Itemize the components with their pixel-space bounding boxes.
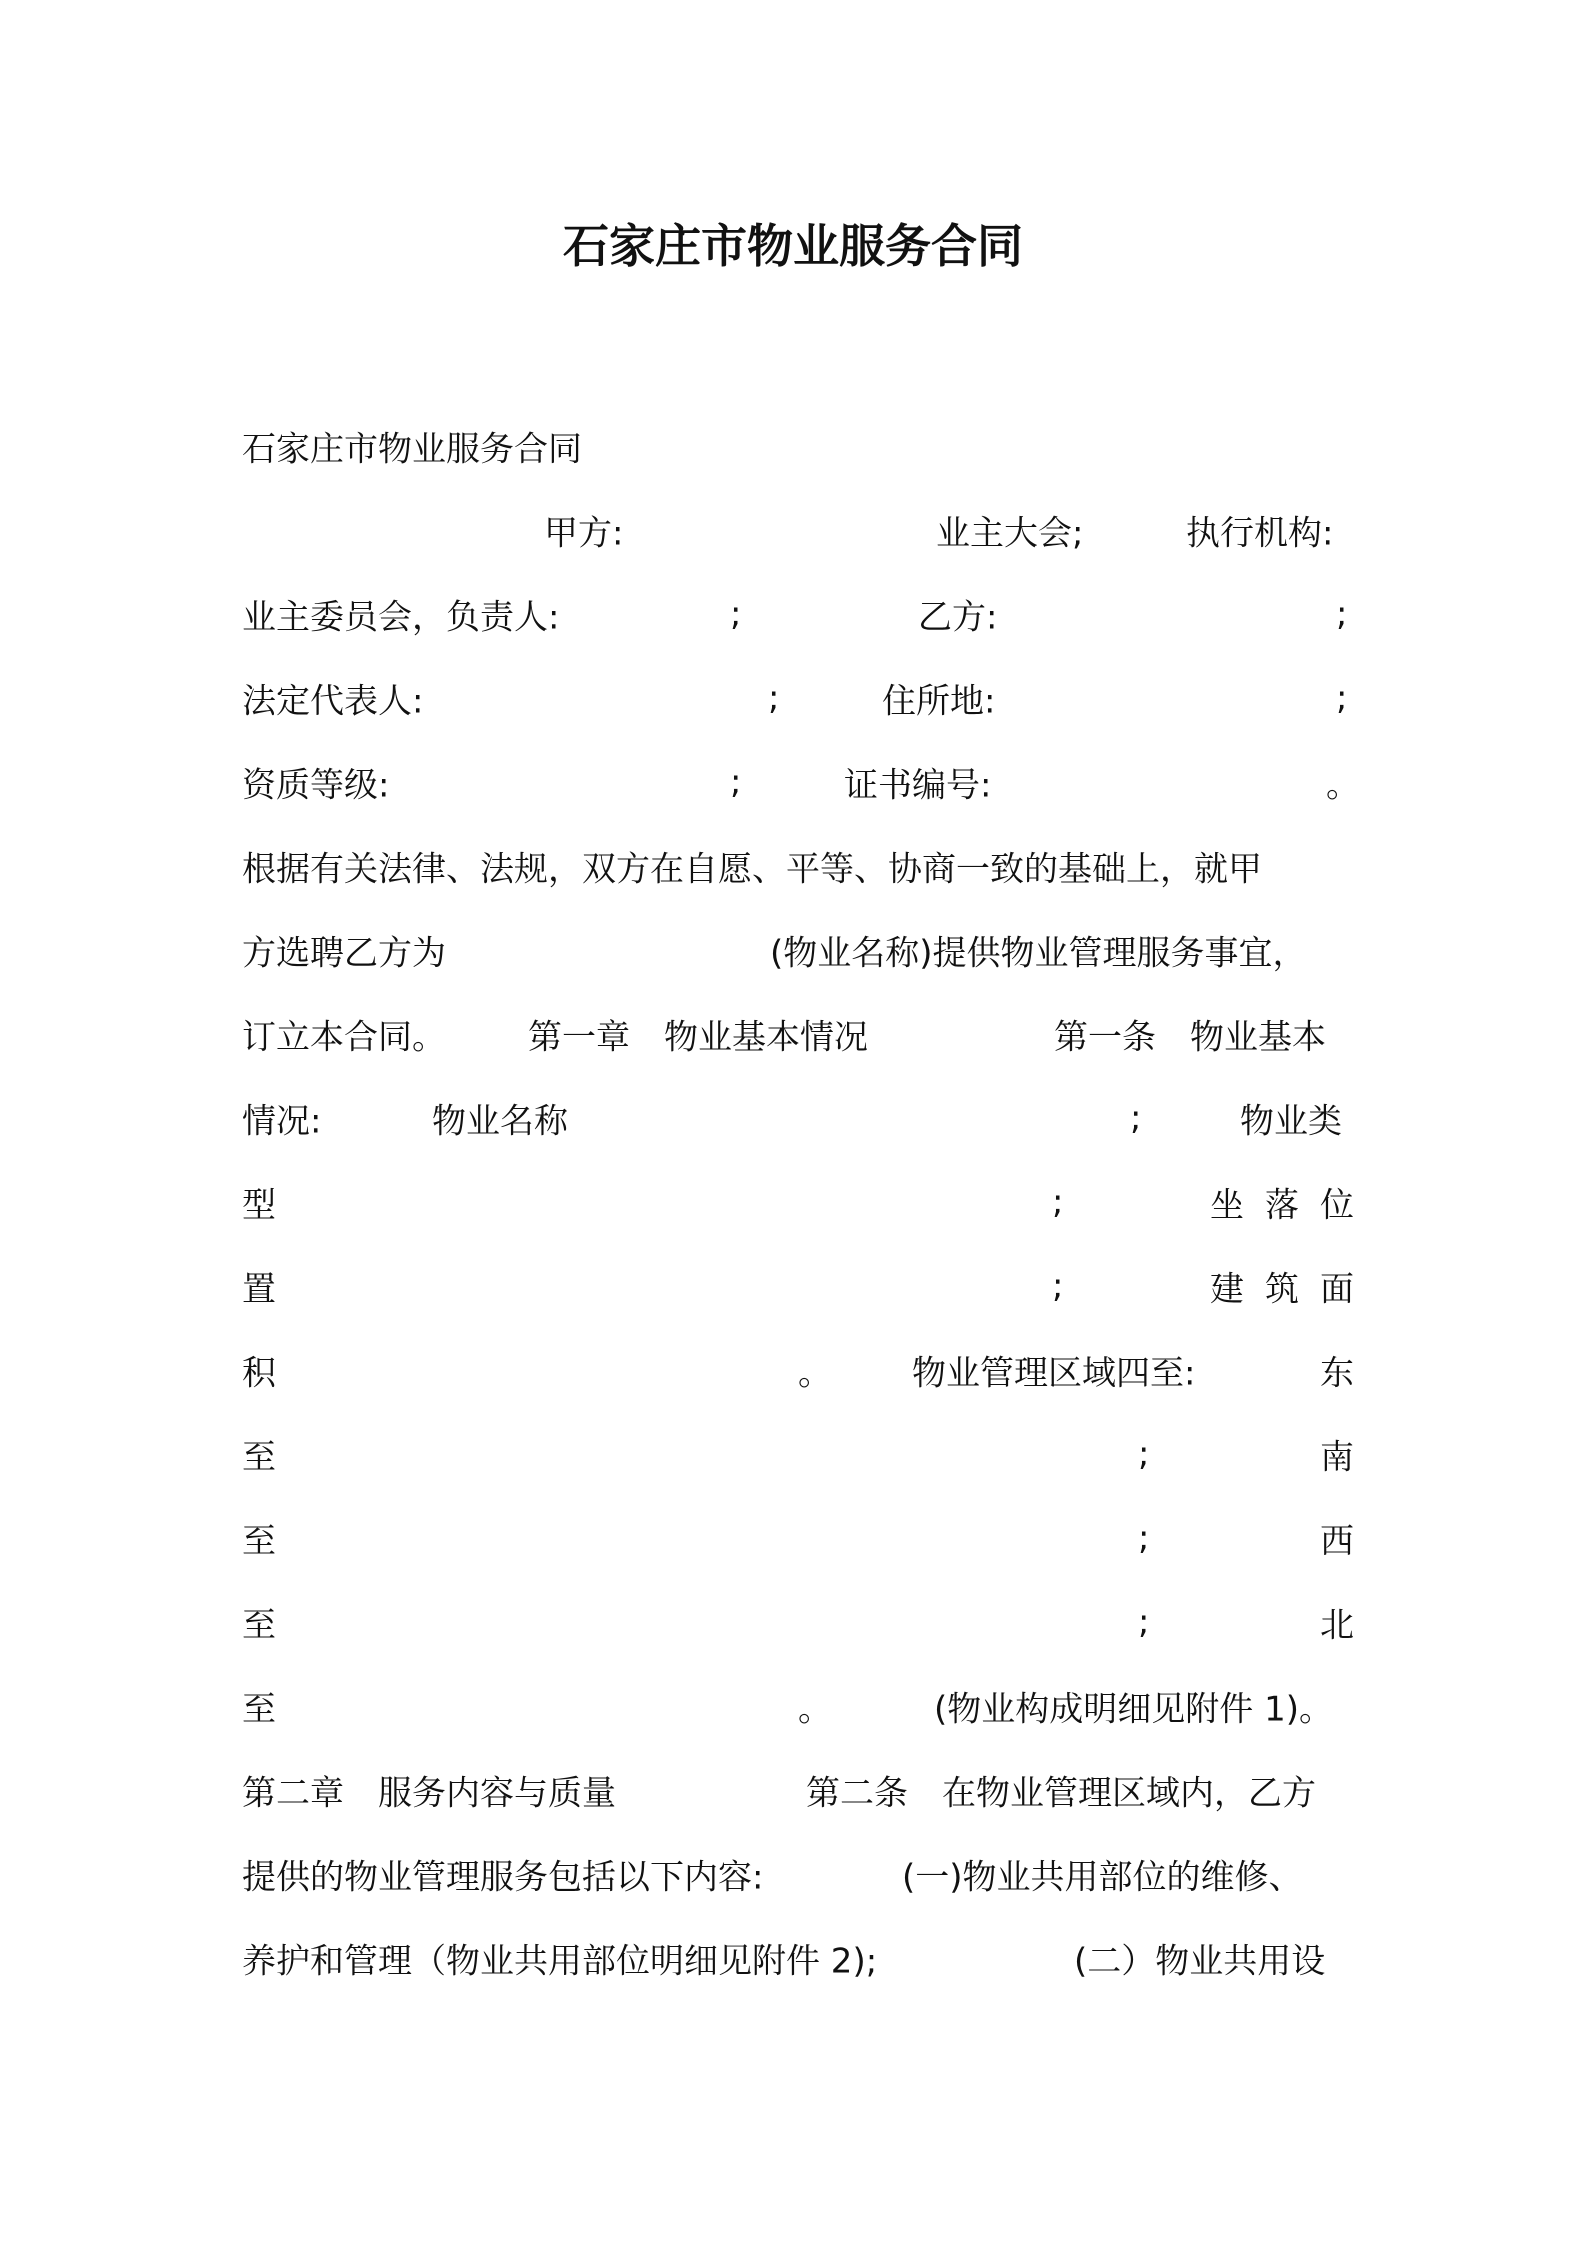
line-text: (二）物业共用设 — [1074, 1941, 1326, 1982]
line-text: 型 — [242, 1185, 276, 1226]
line-text: 提供的物业管理服务包括以下内容: — [242, 1857, 764, 1898]
line-text: 积 — [242, 1353, 276, 1394]
line-text: ; — [1336, 594, 1348, 634]
line-text: ; — [1052, 1266, 1064, 1306]
contract-line — [242, 1832, 1354, 1916]
line-text: 根据有关法律、法规，双方在自愿、平等、协商一致的基础上，就甲 — [242, 849, 1262, 890]
line-text: 第一条 物业基本 — [1054, 1017, 1326, 1058]
line-text: 执行机构: — [1186, 513, 1334, 554]
contract-line — [242, 656, 1354, 740]
line-text: 石家庄市物业服务合同 — [242, 429, 582, 470]
line-text: 业主委员会，负责人: — [242, 597, 560, 638]
line-text: ; — [768, 678, 780, 718]
contract-body — [242, 404, 1360, 2000]
line-text: 方选聘乙方为 — [242, 933, 446, 974]
line-text: (物业名称)提供物业管理服务事宜， — [770, 933, 1307, 974]
line-text: 至 — [242, 1689, 276, 1730]
contract-line — [242, 404, 1354, 488]
contract-line — [242, 1748, 1354, 1832]
contract-line — [242, 1076, 1354, 1160]
contract-line — [242, 1496, 1354, 1580]
line-text: ; — [1138, 1518, 1150, 1558]
line-text: 东 — [1320, 1353, 1354, 1394]
page-title: 石家庄市物业服务合同 — [563, 219, 1023, 273]
contract-line — [242, 1664, 1354, 1748]
line-text: ; — [1052, 1182, 1064, 1222]
line-text: ; — [1336, 678, 1348, 718]
line-text: 至 — [242, 1605, 276, 1646]
line-text: 坐落位 — [1210, 1185, 1354, 1226]
line-text: 。 — [1326, 765, 1360, 806]
line-text: 订立本合同。 — [242, 1017, 446, 1058]
line-text: 养护和管理（物业共用部位明细见附件 2); — [242, 1941, 878, 1982]
line-text: 。 — [798, 1353, 832, 1394]
contract-line — [242, 992, 1354, 1076]
line-text: 第二章 服务内容与质量 — [242, 1773, 616, 1814]
line-text: 住所地: — [882, 681, 996, 722]
contract-line — [242, 1916, 1354, 2000]
line-text: 物业名称 — [432, 1101, 568, 1142]
contract-line — [242, 824, 1354, 908]
line-text: ; — [730, 594, 742, 634]
contract-line — [242, 1160, 1354, 1244]
line-text: 物业类 — [1240, 1101, 1342, 1142]
line-text: 至 — [242, 1437, 276, 1478]
contract-line — [242, 572, 1354, 656]
line-text: 证书编号: — [844, 765, 992, 806]
contract-line — [242, 1328, 1354, 1412]
line-text: (物业构成明细见附件 1)。 — [934, 1689, 1333, 1730]
line-text: 物业管理区域四至: — [912, 1353, 1196, 1394]
line-text: 法定代表人: — [242, 681, 424, 722]
line-text: 西 — [1320, 1521, 1354, 1562]
line-text: ; — [1138, 1434, 1150, 1474]
line-text: (一)物业共用部位的维修、 — [902, 1857, 1303, 1898]
line-text: 至 — [242, 1521, 276, 1562]
contract-line — [242, 740, 1360, 824]
contract-line — [242, 1244, 1354, 1328]
contract-line — [242, 1580, 1354, 1664]
contract-line — [242, 488, 1354, 572]
line-text: 乙方: — [918, 597, 998, 638]
line-text: 南 — [1320, 1437, 1354, 1478]
line-text: 情况: — [242, 1101, 322, 1142]
line-text: ; — [1130, 1098, 1142, 1138]
line-text: 。 — [798, 1689, 832, 1730]
line-text: 北 — [1320, 1605, 1354, 1646]
line-text: 建筑面 — [1210, 1269, 1354, 1310]
contract-line — [242, 908, 1354, 992]
line-text: 第一章 物业基本情况 — [528, 1017, 868, 1058]
line-text: ; — [1138, 1602, 1150, 1642]
line-text: 置 — [242, 1269, 276, 1310]
line-text: ; — [730, 762, 742, 802]
line-text: 业主大会; — [936, 513, 1084, 554]
contract-line — [242, 1412, 1354, 1496]
line-text: 资质等级: — [242, 765, 390, 806]
line-text: 第二条 在物业管理区域内，乙方 — [806, 1773, 1316, 1814]
line-text: 甲方: — [544, 513, 624, 554]
